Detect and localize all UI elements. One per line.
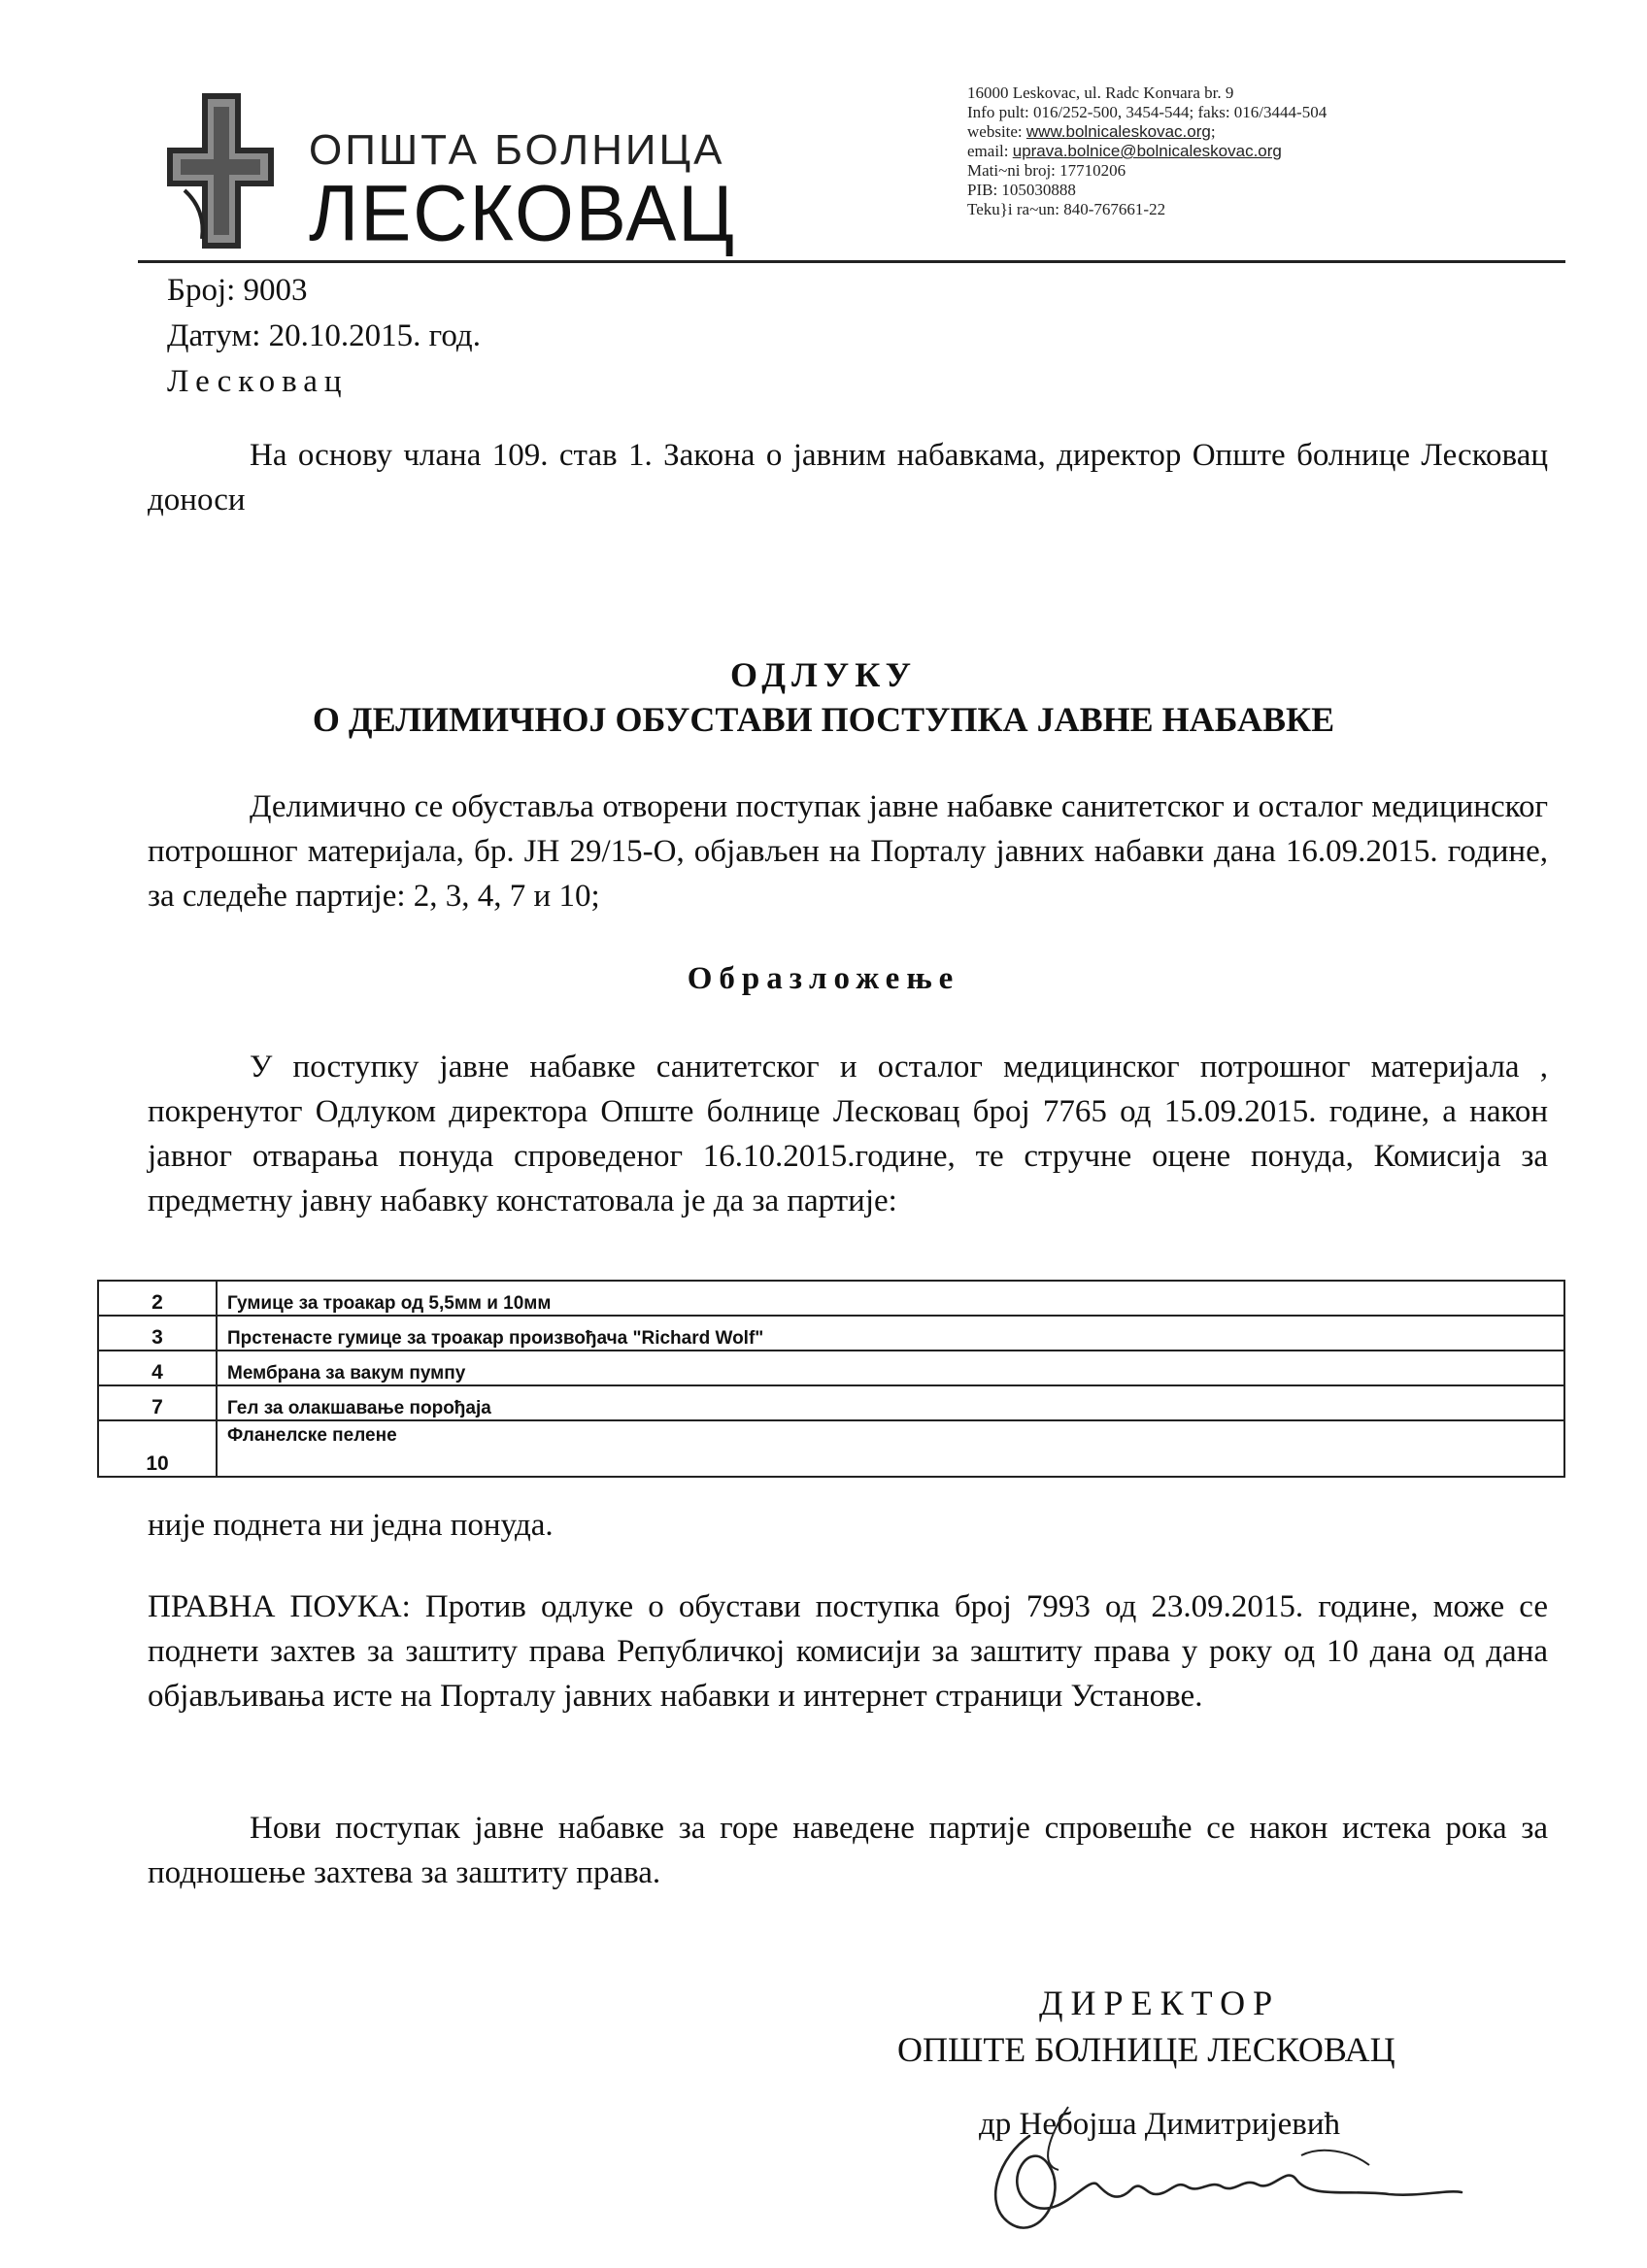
lot-number: 2 <box>98 1281 217 1316</box>
lot-description: Гумице за троакар од 5,5мм и 10мм <box>217 1281 1564 1316</box>
document-meta <box>167 268 481 405</box>
contact-tax-id: PIB: 105030888 <box>967 181 1076 199</box>
table-row <box>98 1351 1564 1385</box>
lot-description: Прстенасте гумице за троакар произвођача "Richard Wolf" <box>217 1316 1564 1351</box>
table-row <box>98 1420 1564 1477</box>
contact-bank-account: Teku}i ra~un: 840-767661-22 <box>967 200 1166 218</box>
signature-title: ДИРЕКТОР <box>1039 1984 1281 2022</box>
hospital-name <box>309 126 736 257</box>
handwritten-signature <box>961 2097 1466 2243</box>
explanation-paragraph: У поступку јавне набавке санитетског и осталог медицинског потрошног материјала , покренутог Одлуком директора Опште болнице Лесковац број 7765 од 15.09.2015. године, а након јавног отварања понуда спроведеног 16.10.2015.године, те стручне оцене понуда, Комисија за предметну јавну набавку констатовала је да за партије: <box>148 1050 1548 1218</box>
lot-number: 4 <box>98 1351 217 1385</box>
document-date: Датум: 20.10.2015. год. <box>167 318 481 353</box>
table-row <box>98 1385 1564 1420</box>
decision-title: ОДЛУКУ <box>729 655 918 694</box>
signatory-name: др Небојша Димитријевић <box>979 2107 1341 2142</box>
document-city: Лесковац <box>167 364 349 399</box>
legal-notice: ПРАВНА ПОУКА: Против одлуке о обустави поступка број 7993 од 23.09.2015. године, може се поднети захтев за заштиту права Републичкој комисији за заштиту права у року од 10 дана од дана објављивања исте на Порталу јавних набавки и интернет страници Установе. <box>148 1589 1548 1714</box>
contact-email-line: email: uprava.bolnice@bolnicaleskovac.org <box>967 142 1282 160</box>
signature-organization: ОПШТЕ БОЛНИЦЕ ЛЕСКОВАЦ <box>897 2030 1395 2069</box>
contact-block <box>967 83 1327 219</box>
new-procedure-paragraph: Нови поступак јавне набавке за горе наведене партије спровешће се након истека рока за подношење захтева за заштиту права. <box>148 1811 1548 1890</box>
website-link[interactable]: www.bolnicaleskovac.org <box>1025 122 1211 141</box>
lot-number: 10 <box>98 1420 217 1477</box>
hospital-logo <box>167 93 274 249</box>
document-number: Број: 9003 <box>167 273 308 308</box>
decision-subtitle: О ДЕЛИМИЧНОЈ ОБУСТАВИ ПОСТУПКА ЈАВНЕ НАБАВКЕ <box>312 700 1335 739</box>
contact-registration-number: Mati~ni broj: 17710206 <box>967 161 1126 180</box>
table-row <box>98 1316 1564 1351</box>
no-offers-text: није поднета ни једна понуда. <box>148 1508 554 1543</box>
contact-website-line: website: www.bolnicaleskovac.org; <box>967 122 1216 141</box>
hospital-name-top: ОПШТА БОЛНИЦА <box>309 126 725 174</box>
table-row <box>98 1281 1564 1316</box>
hospital-name-city: ЛЕСКОВАЦ <box>309 167 736 258</box>
header-divider <box>138 260 1565 263</box>
lot-description: Гел за олакшавање порођаја <box>217 1385 1564 1420</box>
email-link[interactable]: uprava.bolnice@bolnicaleskovac.org <box>1012 142 1282 160</box>
intro-paragraph: На основу члана 109. став 1. Закона о јавним набавкама, директор Опште болнице Лесковац доноси <box>148 438 1548 517</box>
lot-number: 7 <box>98 1385 217 1420</box>
lot-description: Мембрана за вакум пумпу <box>217 1351 1564 1385</box>
lots-table <box>97 1280 1565 1478</box>
explanation-heading: Образложење <box>687 961 960 996</box>
lot-description: Фланелске пелене <box>217 1420 1564 1477</box>
contact-address: 16000 Leskovac, ul. Radc Konчara br. 9 <box>967 83 1234 102</box>
decision-paragraph: Делимично се обуставља отворени поступак јавне набавке санитетског и осталог медицинског потрошног материјала, бр. ЈН 29/15-О, објављен на Порталу јавних набавки дана 16.09.2015. године, за следеће партије: 2, 3, 4, 7 и 10; <box>148 789 1548 914</box>
lot-number: 3 <box>98 1316 217 1351</box>
contact-phones: Info pult: 016/252-500, 3454-544; faks: 016/3444-504 <box>967 103 1328 121</box>
